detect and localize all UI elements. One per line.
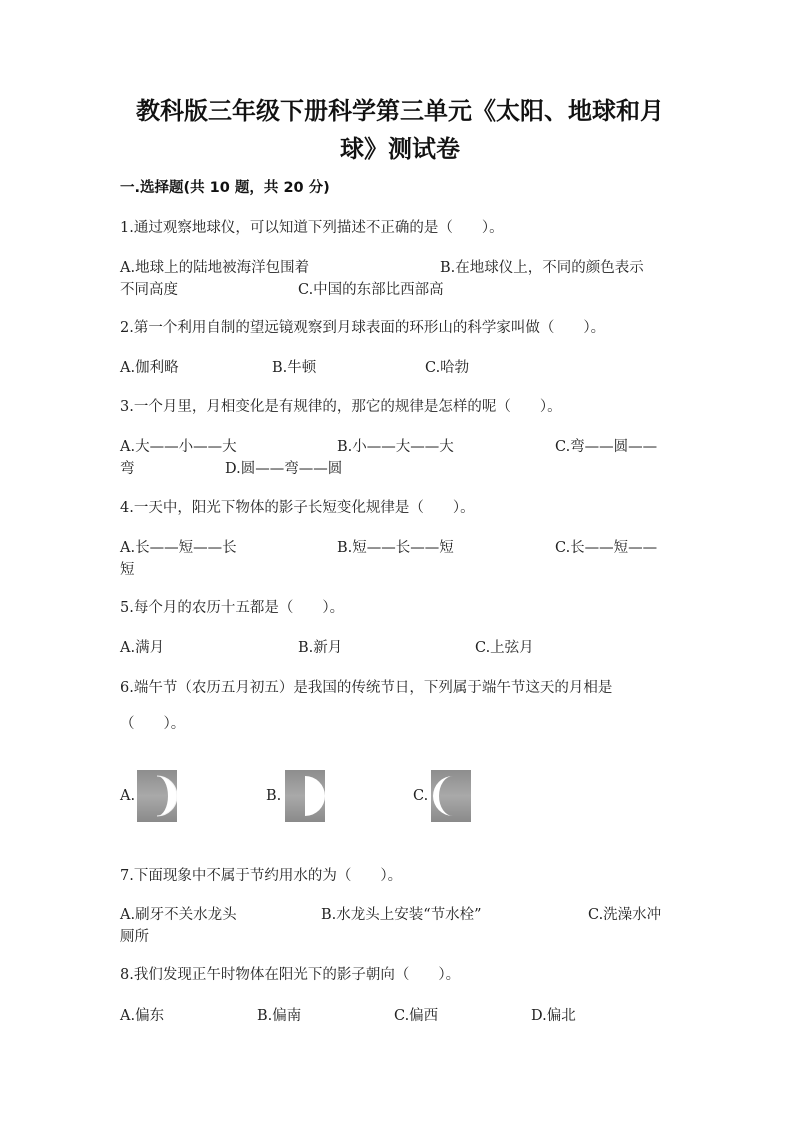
question-4-option-c: C.长——短—— — [555, 540, 658, 556]
exam-title-line1: 教科版三年级下册科学第三单元《太阳、地球和月 — [136, 97, 664, 125]
question-1-option-b: B.在地球仪上，不同的颜色表示 — [440, 260, 644, 276]
exam-title — [120, 92, 680, 168]
moon-phase-first-quarter-icon — [285, 770, 325, 822]
question-5-option-b: B.新月 — [298, 640, 343, 656]
question-8-stem: 8.我们发现正午时物体在阳光下的影子朝向（ ）。 — [120, 967, 461, 983]
question-3-stem: 3.一个月里，月相变化是有规律的，那它的规律是怎样的呢（ ）。 — [120, 399, 562, 415]
question-3-option-b: B.小——大——大 — [337, 439, 454, 455]
question-3-option-c: C.弯——圆—— — [555, 439, 658, 455]
question-6-option-c: C. — [413, 788, 429, 804]
exam-title-line2: 球》测试卷 — [340, 135, 460, 163]
question-4-option-b: B.短——长——短 — [337, 540, 454, 556]
question-7-option-a: A.刷牙不关水龙头 — [120, 907, 237, 923]
question-7-stem: 7.下面现象中不属于节约用水的为（ ）。 — [120, 868, 403, 884]
question-7-option-b: B.水龙头上安装“节水栓” — [321, 907, 482, 923]
section-heading: 一.选择题(共 10 题，共 20 分) — [120, 180, 330, 196]
question-6-option-a: A. — [120, 788, 136, 804]
question-5-stem: 5.每个月的农历十五都是（ ）。 — [120, 600, 345, 616]
question-1-stem: 1.通过观察地球仪，可以知道下列描述不正确的是（ ）。 — [120, 220, 504, 236]
question-2-option-a: A.伽利略 — [120, 360, 179, 376]
question-3-option-a: A.大——小——大 — [120, 439, 237, 455]
question-2-option-c: C.哈勃 — [425, 360, 470, 376]
question-3-option-d: D.圆——弯——圆 — [225, 461, 343, 477]
question-5-option-c: C.上弦月 — [475, 640, 534, 656]
question-1-option-c: C.中国的东部比西部高 — [298, 282, 444, 298]
question-6-stem-cont: （ ）。 — [120, 716, 186, 732]
question-6-stem: 6.端午节（农历五月初五）是我国的传统节日，下列属于端午节这天的月相是 — [120, 680, 613, 696]
question-2-stem: 2.第一个利用自制的望远镜观察到月球表面的环形山的科学家叫做（ ）。 — [120, 320, 606, 336]
question-8-option-b: B.偏南 — [257, 1008, 302, 1024]
question-6-option-b: B. — [266, 788, 282, 804]
question-1-option-a: A.地球上的陆地被海洋包围着 — [120, 260, 310, 276]
question-7-option-c-cont: 厕所 — [120, 929, 149, 945]
moon-phase-waning-crescent-icon — [431, 770, 471, 822]
question-4-stem: 4.一天中，阳光下物体的影子长短变化规律是（ ）。 — [120, 500, 475, 516]
question-2-option-b: B.牛顿 — [272, 360, 317, 376]
question-8-option-a: A.偏东 — [120, 1008, 165, 1024]
question-7-option-c: C.洗澡水冲 — [588, 907, 662, 923]
question-5-option-a: A.满月 — [120, 640, 165, 656]
question-8-option-c: C.偏西 — [394, 1008, 439, 1024]
question-3-option-c-cont: 弯 — [120, 461, 135, 477]
question-4-option-c-cont: 短 — [120, 562, 135, 578]
question-1-option-b-cont: 不同高度 — [120, 282, 178, 298]
question-4-option-a: A.长——短——长 — [120, 540, 237, 556]
question-8-option-d: D.偏北 — [531, 1008, 576, 1024]
moon-phase-waxing-gibbous-icon — [137, 770, 177, 822]
